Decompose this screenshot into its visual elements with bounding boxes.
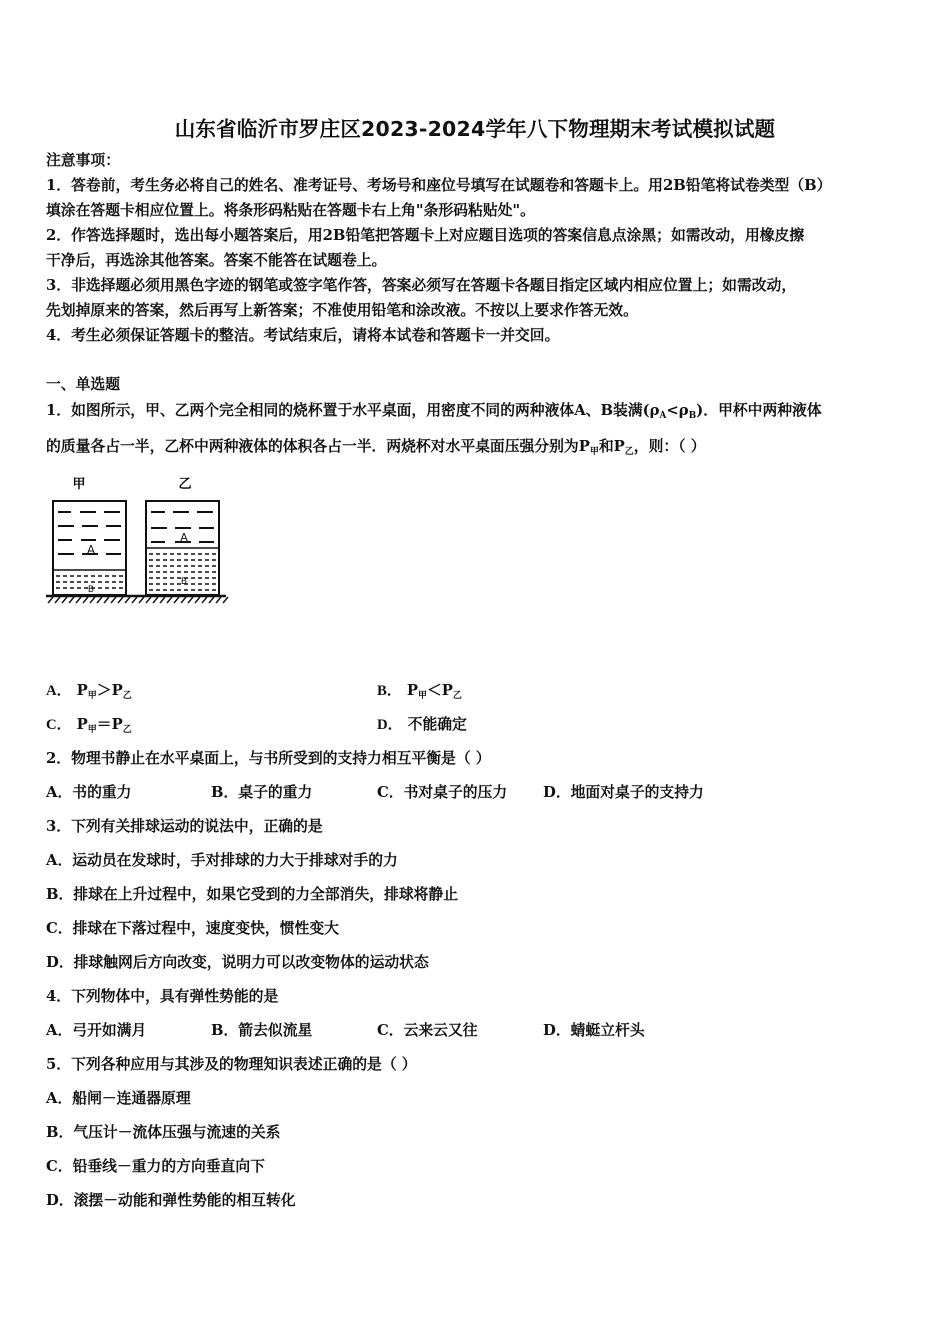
q3-stem: 3．下列有关排球运动的说法中，正确的是 [46, 818, 323, 835]
q2-option-d: D．地面对桌子的支持力 [543, 784, 704, 801]
q2-option-c: C．书对桌子的压力 [377, 784, 508, 801]
q4-stem: 4．下列物体中，具有弹性势能的是 [46, 988, 279, 1005]
q3-option-c: C．排球在下落过程中，速度变快，惯性变大 [46, 920, 339, 937]
table-surface [46, 596, 228, 603]
label-yi: 乙 [178, 477, 192, 492]
q4-option-c: C．云来云又往 [377, 1022, 478, 1039]
q2-option-a: A．书的重力 [46, 784, 132, 801]
q3-option-d: D．排球触网后方向改变，说明力可以改变物体的运动状态 [46, 954, 429, 971]
q1-option-c: C． $P_甲=P_乙$ [46, 716, 132, 735]
notice-line: 1．答卷前，考生务必将自己的姓名、准考证号、考场号和座位号填写在试题卷和答题卡上。用2B铅笔将试卷类型（B） [46, 177, 832, 194]
liquid-a-label-jia: A [86, 543, 96, 557]
notice-line: 3．非选择题必须用黑色字迹的钢笔或签字笔作答，答案必须写在答题卡各题目指定区域内相应位置上；如需改动， [46, 277, 797, 294]
notice-line: 先划掉原来的答案，然后再写上新答案；不准使用铅笔和涂改液。不按以上要求作答无效。 [46, 302, 638, 319]
notice-line: 4．考生必须保证答题卡的整洁。考试结束后，请将本试卷和答题卡一并交回。 [46, 327, 560, 344]
notice-heading: 注意事项： [46, 152, 120, 169]
q2-stem: 2．物理书静止在水平桌面上，与书所受到的支持力相互平衡是（ ） [46, 750, 491, 767]
liquid-b-label-jia: B [87, 585, 95, 595]
q4-option-d: D．蜻蜓立杆头 [543, 1022, 645, 1039]
label-jia: 甲 [72, 477, 86, 492]
q4-option-a: A．弓开如满月 [46, 1022, 147, 1039]
q5-option-a: A．船闸－连通器原理 [46, 1090, 191, 1107]
q1-option-d: D． 不能确定 [377, 716, 467, 733]
q5-option-d: D．滚摆－动能和弹性势能的相互转化 [46, 1192, 296, 1209]
liquid-a-label-yi: A [180, 531, 188, 544]
beakers-figure [44, 472, 230, 608]
q5-stem: 5．下列各种应用与其涉及的物理知识表述正确的是（ ） [46, 1056, 417, 1073]
section-heading: 一、单选题 [46, 376, 120, 393]
q1-option-a: A． $P_甲>P_乙$ [46, 682, 132, 701]
q5-option-b: B．气压计－流体压强与流速的关系 [46, 1124, 281, 1141]
notice-line: 干净后，再选涂其他答案。答案不能答在试题卷上。 [46, 252, 387, 269]
q5-option-c: C．铅垂线－重力的方向垂直向下 [46, 1158, 265, 1175]
q1-option-b: B． $P_甲<P_乙$ [377, 682, 462, 701]
q1-stem-line1: 1．如图所示，甲、乙两个完全相同的烧杯置于水平桌面，用密度不同的两种液体A、B装满$(\rho_A<\rho_B)$．甲杯中两种液体 [46, 402, 822, 421]
q3-option-a: A．运动员在发球时，手对排球的力大于排球对手的力 [46, 852, 398, 869]
liquid-b-label-yi: B [180, 577, 188, 587]
q1-stem-line2: 的质量各占一半，乙杯中两种液体的体积各占一半．两烧杯对水平桌面压强分别为$P_甲$和$P_乙$，则：（ ） [46, 438, 706, 457]
q4-option-b: B．箭去似流星 [211, 1022, 313, 1039]
q3-option-b: B．排球在上升过程中，如果它受到的力全部消失，排球将静止 [46, 886, 459, 903]
q2-option-b: B．桌子的重力 [211, 784, 313, 801]
page-title: 山东省临沂市罗庄区2023-2024学年八下物理期末考试模拟试题 [174, 117, 776, 141]
notice-line: 2．作答选择题时，选出每小题答案后，用2B铅笔把答题卡上对应题目选项的答案信息点涂黑；如需改动，用橡皮擦 [46, 227, 805, 244]
notice-line: 填涂在答题卡相应位置上。将条形码粘贴在答题卡右上角"条形码粘贴处"。 [46, 202, 535, 219]
